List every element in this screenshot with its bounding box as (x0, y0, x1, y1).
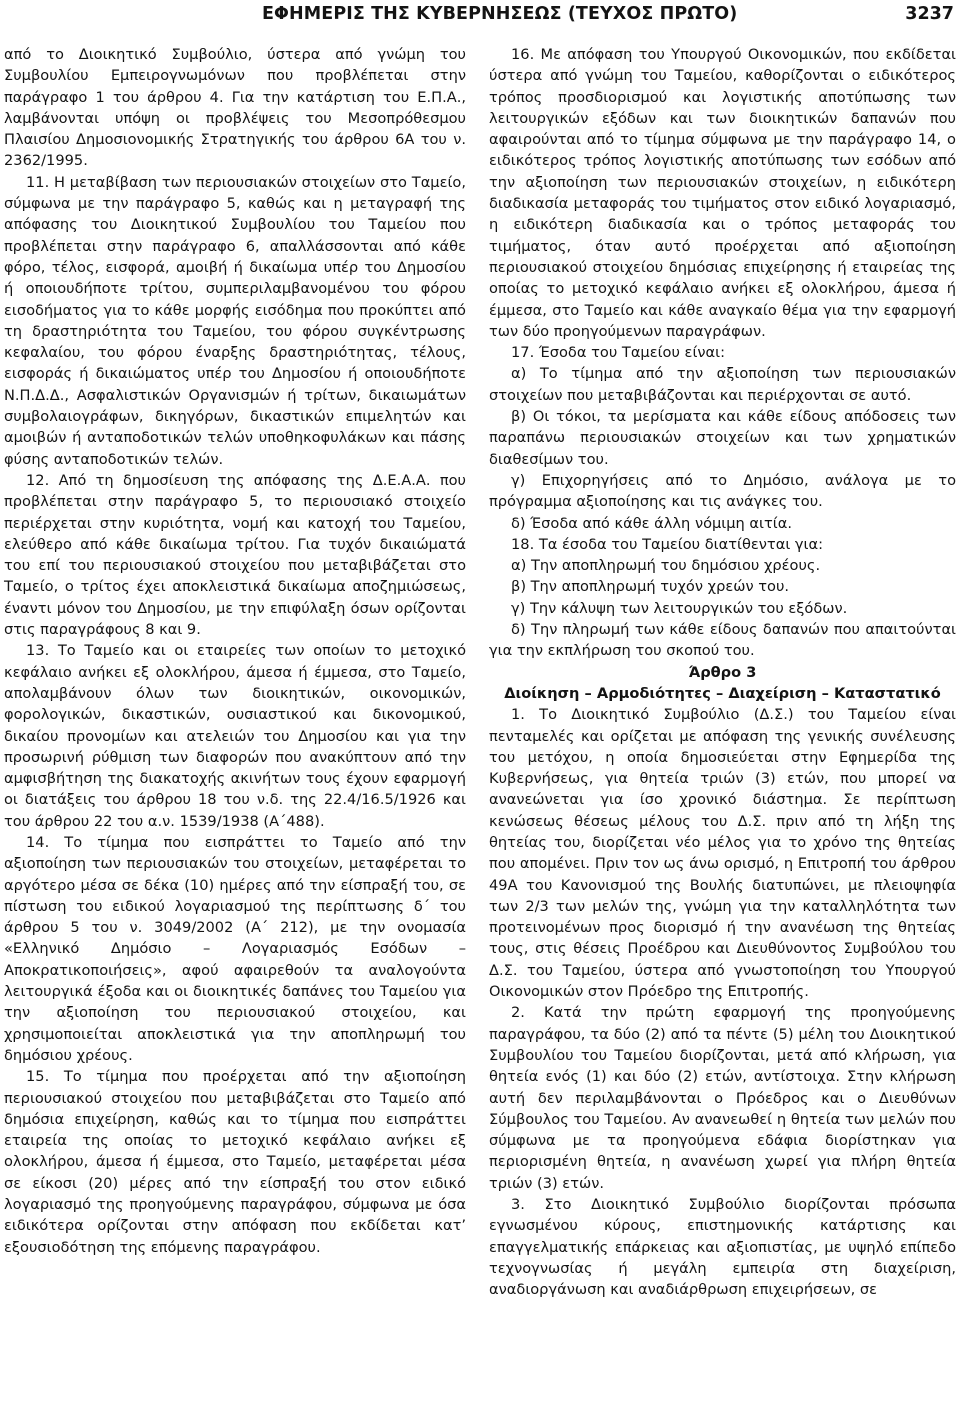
paragraph: β) Την αποπληρωμή τυχόν χρεών του. (511, 578, 790, 596)
paragraph: 1. Το Διοικητικό Συμβούλιο (Δ.Σ.) του Ταμείου είναι πενταμελές και ορίζεται με απόφαση της γενικής συνέλευσης του μετόχου, η οποία δημοσιεύεται στην Εφημερίδα της Κυβερνήσεως, για θητεία τριών (3) ετών, που μπορεί να ανανεώνεται για ίσο χρονικό διάστημα. Σε περίπτωση κενώσεως θέσεως μέλους του Δ.Σ. πριν από τη λήξη της θητείας του, διορίζεται νέο μέλος για το χρόνο της θητείας που απομένει. Πριν τον ως άνω ορισμό, η Επιτροπή του άρθρου 49Α του Κανονισμού της Βουλής διατυπώνει, με πλειοψηφία των 2/3 των μελών της, γνώμη για την καταλληλότητα των προτεινομένων προς διορισμό ή την ανανέωση της θητείας τους, στις θέσεις Προέδρου και Διευθύνοντος Συμβούλου του Δ.Σ. του Ταμείου, ύστερα από γνωστοποίηση του Υπουργού Οικονομικών στον Πρόεδρο της Επιτροπής. (489, 706, 956, 1001)
left-column (4, 44, 466, 1258)
paragraph: α) Την αποπληρωμή του δημόσιου χρέους. (511, 557, 821, 575)
paragraph: γ) Την κάλυψη των λειτουργικών του εξόδων. (511, 599, 848, 617)
paragraph: 12. Από τη δημοσίευση της απόφασης της Δ.Ε.Α.Α. που προβλέπεται στην παράγραφο 5, το περιουσιακό στοιχείο περιέρχεται στην κυριότητα, νομή και κατοχή του Ταμείου, ελεύθερο από κάθε δικαίωμα τρίτου. Για τυχόν δικαιώματά του επί του περιουσιακού στοιχείου που μεταβιβάζεται στο Ταμείο, ο τρίτος έχει αποκλειστικά δικαίωμα αποζημιώσεως, έναντι μόνον του Δημοσίου, με την επιφύλαξη όσων ορίζονται στις παραγράφους 8 και 9. (4, 471, 466, 639)
paragraph: 13. Το Ταμείο και οι εταιρείες των οποίων το μετοχικό κεφάλαιο ανήκει εξ ολοκλήρου, άμεσα ή έμμεσα, στο Ταμείο, απολαμβάνουν όλων των διοικητικών, οικονομικών, φορολογικών, δικαστικών, ουσιαστικού και δικονομικού, δικαίου προνομίων και ατελειών του Δημοσίου και για την προσωρινή ρύθμιση των διαφορών που ανακύπτουν από την αμφισβήτηση της διακατοχής ακινήτων τους έχουν εφαρμογή οι διατάξεις του άρθρου 18 του ν.δ. της 22.4/16.5/1926 και του άρθρου 22 του α.ν. 1539/1938 (Α΄488). (4, 642, 466, 830)
paragraph: 18. Τα έσοδα του Ταμείου διατίθενται για: (511, 535, 824, 553)
paragraph: δ) Την πληρωμή των κάθε είδους δαπανών που απαιτούνται για την εκπλήρωση του σκοπού του. (489, 621, 956, 660)
gazette-title: ΕΦΗΜΕΡΙΣ ΤΗΣ ΚΥΒΕΡΝΗΣΕΩΣ (ΤΕΥΧΟΣ ΠΡΩΤΟ) (262, 4, 738, 24)
page-number: 3237 (905, 4, 954, 24)
paragraph: α) Το τίμημα από την αξιοποίηση των περιουσιακών στοιχείων που μεταβιβάζονται και περιέρχονται σε αυτό. (489, 365, 956, 404)
paragraph: 16. Με απόφαση του Υπουργού Οικονομικών, που εκδίδεται ύστερα από γνώμη του Ταμείου, καθορίζονται ο ειδικότερος τρόπος προσδιορισμού και λογιστικής αποτύπωσης των λειτουργικών εξόδων και των διοικητικών δαπανών που αφαιρούνται από το τίμημα σύμφωνα με την παράγραφο 14, ο ειδικότερος τρόπος λογιστικής αποτύπωσης των εσόδων από την αξιοποίηση των περιουσιακών στοιχείων, η ειδικότερη διαδικασία μεταφοράς του τιμήματος στον ειδικό λογαριασμό, η ειδικότερη διαδικασία και ο τρόπος μεταφοράς του τιμήματος, όταν αυτό προέρχεται από αξιοποίηση περιουσιακού στοιχείου δημόσιας επιχείρησης ή εταιρείας της οποίας το μετοχικό κεφάλαιο ανήκει εξ ολοκλήρου, άμεσα ή έμμεσα, στο Ταμείο και κάθε αναγκαίο θέμα για την εφαρμογή των δύο προηγούμενων παραγράφων. (489, 46, 956, 340)
paragraph: 2. Κατά την πρώτη εφαρμογή της προηγούμενης παραγράφου, τα δύο (2) από τα πέντε (5) μέλη του Διοικητικού Συμβουλίου του Ταμείου διορίζονται, μετά από κλήρωση, για θητεία ενός (1) και δύο (2) ετών, αντίστοιχα. Στην κλήρωση αυτή δεν περιλαμβάνονται ο Πρόεδρος και ο Διευθύνων Σύμβουλος του Ταμείου. Αν ανανεωθεί η θητεία των μελών που σύμφωνα με τα προηγούμενα εδάφια διορίστηκαν για περιορισμένη θητεία, η ανανέωση χωρεί για πλήρη θητεία τριών (3) ετών. (489, 1004, 956, 1192)
paragraph: 14. Το τίμημα που εισπράττει το Ταμείο από την αξιοποίηση των περιουσιακών του στοιχείων, μεταφέρεται το αργότερο μέσα σε δέκα (10) ημέρες από την είσπραξή του, σε πίστωση του ειδικού λογαριασμού της περίπτωσης δ΄ του άρθρου 5 του ν. 3049/2002 (Α΄ 212), με την ονομασία «Ελληνικό Δημόσιο – Λογαριασμός Εσόδων – Αποκρατικοποιήσεις», αφού αφαιρεθούν τα αναλογούντα λειτουργικά έξοδα και οι διοικητικές δαπάνες του Ταμείου για την αξιοποίηση του περιουσιακού στοιχείου, και χρησιμοποιείται αποκλειστικά για την αποπληρωμή του δημόσιου χρέους. (4, 833, 466, 1064)
paragraph: από το Διοικητικό Συμβούλιο, ύστερα από γνώμη του Συμβουλίου Εμπειρογνωμόνων που προβλέπεται στην παράγραφο 1 του άρθρου 4. Για την κατάρτιση του Ε.Π.Α., λαμβάνονται υπόψη οι προβλέψεις του Μεσοπρόθεσμου Πλαισίου Δημοσιονομικής Στρατηγικής του άρθρου 6Α του ν. 2362/1995. (4, 46, 466, 170)
article-title: Άρθρο 3 (688, 663, 757, 681)
paragraph: γ) Επιχορηγήσεις από το Δημόσιο, ανάλογα με το πρόγραμμα αξιοποίησης και τις ανάγκες του. (489, 471, 956, 511)
paragraph: 15. Το τίμημα που προέρχεται από την αξιοποίηση περιουσιακού στοιχείου που μεταβιβάζεται στο Ταμείο από δημόσια επιχείρηση, καθώς και το τίμημα που εισπράττει εταιρεία της οποίας το μετοχικό κεφάλαιο ανήκει εξ ολοκλήρου, άμεσα ή έμμεσα, στο Ταμείο, μεταφέρεται μέσα σε είκοσι (20) μέρες από την είσπραξή του στον ειδικό λογαριασμό της προηγούμενης παραγράφου, σύμφωνα με όσα ειδικότερα ορίζονται στην απόφαση που εκδίδεται κατ’ εξουσιοδότηση της επόμενης παραγράφου. (4, 1068, 466, 1256)
right-column (489, 44, 956, 1301)
paragraph: 11. Η μεταβίβαση των περιουσιακών στοιχείων στο Ταμείο, σύμφωνα με την παράγραφο 5, καθώς και η μεταγραφή της απόφασης του Διοικητικού Συμβουλίου του Ταμείου που προβλέπεται στην παράγραφο 6, απαλλάσσονται από κάθε φόρο, τέλος, εισφορά, αμοιβή ή δικαίωμα υπέρ του Δημοσίου ή οποιουδήποτε τρίτου, συμπεριλαμβανομένου του φόρου εισοδήματος για το κάθε μορφής εισόδημα που προκύπτει από τη δραστηριότητα του Ταμείου, του φόρου συγκέντρωσης κεφαλαίου, του φόρου έναρξης δραστηριότητας, τέλους, εισφοράς ή δικαιώματος υπέρ του Δημοσίου ή οποιουδήποτε Ν.Π.Δ.Δ., Ασφαλιστικών Οργανισμών ή τρίτων, δικαιωμάτων συμβολαιογράφων, δικηγόρων, δικαστικών επιμελητών και αμοιβών ή ανταποδοτικών τελών υποθηκοφυλάκων και πάσης φύσης ανταποδοτικών τελών. (4, 173, 466, 468)
paragraph: 17. Έσοδα του Ταμείου είναι: (511, 344, 726, 362)
paragraph: 3. Στο Διοικητικό Συμβούλιο διορίζονται πρόσωπα εγνωσμένου κύρους, επιστημονικής κατάρτισης και επαγγελματικής επάρκειας και αξιοπιστίας, με υψηλό επίπεδο τεχνογνωσίας ή μεγάλη εμπειρία στη διαχείριση, αναδιοργάνωση και αναδιάρθρωση επιχειρήσεων, σε (489, 1196, 956, 1299)
article-subtitle: Διοίκηση – Αρμοδιότητες – Διαχείριση – Καταστατικό (504, 684, 941, 702)
paragraph: β) Οι τόκοι, τα μερίσματα και κάθε είδους απόδοσεις των παραπάνω περιουσιακών στοιχείων και των χρηματικών διαθεσίμων του. (489, 408, 956, 468)
paragraph: δ) Έσοδα από κάθε άλλη νόμιμη αιτία. (511, 514, 792, 532)
page-header (0, 4, 960, 28)
